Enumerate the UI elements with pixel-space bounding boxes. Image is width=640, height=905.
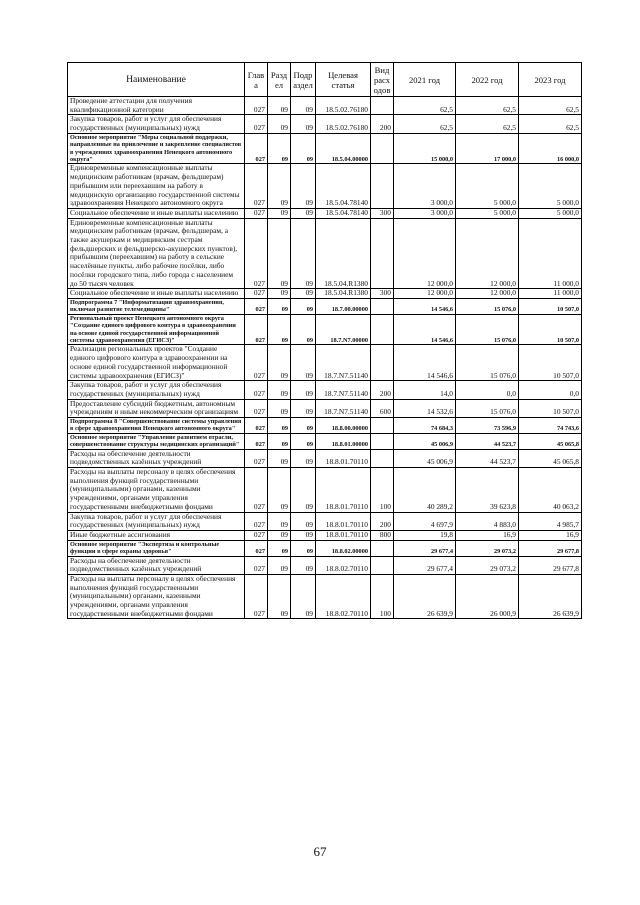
row-glava: 027	[245, 164, 268, 209]
row-expense-type: 100	[371, 574, 394, 619]
row-expense-type: 200	[371, 512, 394, 530]
row-glava: 027	[245, 381, 268, 399]
row-2021: 45 006,9	[394, 433, 456, 449]
row-glava: 027	[245, 218, 268, 289]
row-razdel: 09	[268, 314, 291, 345]
row-target: 18.8.01.70110	[316, 468, 371, 513]
row-2021: 74 684,3	[394, 418, 456, 434]
row-2021: 62,5	[394, 115, 456, 133]
table-row	[68, 418, 582, 434]
table-row	[68, 208, 582, 218]
col-header-expense-type: Вид расх одов	[371, 63, 394, 97]
row-podrazdel: 09	[291, 381, 316, 399]
row-glava: 027	[245, 399, 268, 417]
row-podrazdel: 09	[291, 449, 316, 467]
row-name: Расходы на выплаты персоналу в целях обеспечения выполнения функций государственными (муниципальными) органами, казенными учреждениями, органами управления государственными внебюджетными фондами	[68, 574, 245, 619]
row-2023: 74 743,6	[519, 418, 582, 434]
row-razdel: 09	[268, 97, 291, 115]
row-glava: 027	[245, 208, 268, 218]
row-glava: 027	[245, 556, 268, 574]
row-expense-type	[371, 540, 394, 556]
row-podrazdel: 09	[291, 115, 316, 133]
col-header-glava: Глав а	[245, 63, 268, 97]
col-header-2022: 2022 год	[456, 63, 519, 97]
row-razdel: 09	[268, 574, 291, 619]
row-target: 18.8.01.70110	[316, 449, 371, 467]
row-name: Расходы на обеспечение деятельности подведомственных казённых учреждений	[68, 449, 245, 467]
row-target: 18.7.00.00000	[316, 298, 371, 314]
table-row	[68, 289, 582, 299]
row-razdel: 09	[268, 298, 291, 314]
row-expense-type	[371, 298, 394, 314]
row-2022: 62,5	[456, 97, 519, 115]
row-target: 18.7.N7.51140	[316, 399, 371, 417]
table-row	[68, 468, 582, 513]
table-row	[68, 399, 582, 417]
row-target: 18.5.02.76180	[316, 97, 371, 115]
row-2023: 16 000,0	[519, 133, 582, 164]
row-2021: 19,8	[394, 531, 456, 541]
row-podrazdel: 09	[291, 133, 316, 164]
table-header-row	[68, 63, 582, 97]
row-razdel: 09	[268, 531, 291, 541]
row-podrazdel: 09	[291, 540, 316, 556]
col-header-2021: 2021 год	[394, 63, 456, 97]
row-name: Основное мероприятие "Меры социальной поддержки, направленные на привлечение и закрепление специалистов в учреждениях здравоохранения Ненецкого автономного округа"	[68, 133, 245, 164]
row-expense-type: 300	[371, 289, 394, 299]
row-2022: 0,0	[456, 381, 519, 399]
row-podrazdel: 09	[291, 468, 316, 513]
row-name: Региональный проект Ненецкого автономного округа "Создание единого цифрового контура в здравоохранении на основе единой государственной информационной системы здравоохранения (ЕГИСЗ)"	[68, 314, 245, 345]
row-target: 18.8.02.00000	[316, 540, 371, 556]
row-razdel: 09	[268, 289, 291, 299]
row-podrazdel: 09	[291, 208, 316, 218]
row-2021: 14 546,6	[394, 345, 456, 381]
row-glava: 027	[245, 433, 268, 449]
row-name: Закупка товаров, работ и услуг для обеспечения государственных (муниципальных) нужд	[68, 512, 245, 530]
row-name: Расходы на обеспечение деятельности подведомственных казённых учреждений	[68, 556, 245, 574]
row-2023: 62,5	[519, 115, 582, 133]
row-name: Социальное обеспечение и иные выплаты населению	[68, 208, 245, 218]
row-glava: 027	[245, 345, 268, 381]
row-glava: 027	[245, 512, 268, 530]
row-2021: 14,0	[394, 381, 456, 399]
page-number: 67	[313, 844, 327, 859]
row-2022: 4 883,0	[456, 512, 519, 530]
row-2022: 16,9	[456, 531, 519, 541]
row-name: Закупка товаров, работ и услуг для обеспечения государственных (муниципальных) нужд	[68, 115, 245, 133]
row-target: 18.5.02.76180	[316, 115, 371, 133]
row-name: Подпрограмма 7 "Информатизация здравоохранения, включая развитие телемедицины"	[68, 298, 245, 314]
row-2022: 39 623,8	[456, 468, 519, 513]
row-podrazdel: 09	[291, 574, 316, 619]
row-name: Реализация региональных проектов "Создание единого цифрового контура в здравоохранении на основе единой государственной информационной системы здравоохранения (ЕГИСЗ)"	[68, 345, 245, 381]
row-podrazdel: 09	[291, 512, 316, 530]
row-2021: 29 677,4	[394, 540, 456, 556]
row-name: Иные бюджетные ассигнования	[68, 531, 245, 541]
row-2021: 12 000,0	[394, 218, 456, 289]
col-header-razdel: Разд ел	[268, 63, 291, 97]
row-2023: 45 065,8	[519, 449, 582, 467]
row-expense-type	[371, 418, 394, 434]
row-2023: 40 063,2	[519, 468, 582, 513]
row-target: 18.8.01.70110	[316, 512, 371, 530]
row-name: Социальное обеспечение и иные выплаты населению	[68, 289, 245, 299]
row-2021: 3 000,0	[394, 164, 456, 209]
row-expense-type: 600	[371, 399, 394, 417]
table-row	[68, 574, 582, 619]
row-glava: 027	[245, 115, 268, 133]
row-razdel: 09	[268, 556, 291, 574]
row-2023: 10 507,0	[519, 345, 582, 381]
table-row	[68, 133, 582, 164]
row-expense-type: 300	[371, 208, 394, 218]
row-2022: 44 523,7	[456, 433, 519, 449]
row-2021: 3 000,0	[394, 208, 456, 218]
row-2023: 10 507,0	[519, 298, 582, 314]
row-name: Основное мероприятие "Экспертиза и контрольные функции в сфере охраны здоровья"	[68, 540, 245, 556]
table-row	[68, 433, 582, 449]
row-2021: 62,5	[394, 97, 456, 115]
row-podrazdel: 09	[291, 298, 316, 314]
row-target: 18.8.02.70110	[316, 556, 371, 574]
row-expense-type	[371, 556, 394, 574]
row-name: Единовременные компенсационные выплаты медицинским работникам (врачам, фельдшерам) прибывшим или переехавшим на работу в медицинскую организацию государственной системы здравоохранения Ненецкого автономного округа	[68, 164, 245, 209]
row-2022: 12 000,0	[456, 218, 519, 289]
row-name: Предоставление субсидий бюджетным, автономным учреждениям и иным некоммерческим организациям	[68, 399, 245, 417]
row-razdel: 09	[268, 115, 291, 133]
row-podrazdel: 09	[291, 164, 316, 209]
table-row	[68, 381, 582, 399]
row-2023: 5 000,0	[519, 164, 582, 209]
table-row	[68, 531, 582, 541]
row-2023: 29 677,8	[519, 540, 582, 556]
col-header-target: Целевая статья	[316, 63, 371, 97]
row-2022: 15 076,0	[456, 399, 519, 417]
table-row	[68, 97, 582, 115]
budget-table	[67, 62, 582, 619]
row-razdel: 09	[268, 468, 291, 513]
table-row	[68, 115, 582, 133]
row-2023: 10 507,0	[519, 314, 582, 345]
row-expense-type	[371, 133, 394, 164]
row-expense-type: 200	[371, 381, 394, 399]
col-header-podrazdel: Подр аздел	[291, 63, 316, 97]
row-name: Закупка товаров, работ и услуг для обеспечения государственных (муниципальных) нужд	[68, 381, 245, 399]
row-2023: 62,5	[519, 97, 582, 115]
row-glava: 027	[245, 289, 268, 299]
table-row	[68, 512, 582, 530]
row-podrazdel: 09	[291, 418, 316, 434]
row-2021: 14 532,6	[394, 399, 456, 417]
row-glava: 027	[245, 133, 268, 164]
row-2021: 14 546,6	[394, 314, 456, 345]
row-2022: 5 000,0	[456, 164, 519, 209]
row-razdel: 09	[268, 449, 291, 467]
row-razdel: 09	[268, 433, 291, 449]
row-target: 18.7.N7.51140	[316, 345, 371, 381]
row-2022: 5 000,0	[456, 208, 519, 218]
row-2021: 14 546,6	[394, 298, 456, 314]
row-2022: 15 076,0	[456, 314, 519, 345]
row-podrazdel: 09	[291, 218, 316, 289]
row-2022: 15 076,0	[456, 298, 519, 314]
row-target: 18.5.04.R1380	[316, 289, 371, 299]
row-2022: 29 073,2	[456, 540, 519, 556]
row-name: Расходы на выплаты персоналу в целях обеспечения выполнения функций государственными (муниципальными) органами, казенными учреждениями, органами управления государственными внебюджетными фондами	[68, 468, 245, 513]
row-razdel: 09	[268, 208, 291, 218]
row-expense-type	[371, 218, 394, 289]
row-razdel: 09	[268, 218, 291, 289]
row-glava: 027	[245, 449, 268, 467]
row-2023: 11 000,0	[519, 289, 582, 299]
row-podrazdel: 09	[291, 531, 316, 541]
table-row	[68, 556, 582, 574]
row-podrazdel: 09	[291, 556, 316, 574]
row-expense-type	[371, 164, 394, 209]
row-podrazdel: 09	[291, 289, 316, 299]
row-glava: 027	[245, 97, 268, 115]
row-name: Основное мероприятие "Управление развитием отрасли, совершенствование структуры медицинских организаций"	[68, 433, 245, 449]
row-expense-type: 100	[371, 468, 394, 513]
row-razdel: 09	[268, 133, 291, 164]
row-2021: 12 000,0	[394, 289, 456, 299]
row-2023: 16,9	[519, 531, 582, 541]
row-expense-type	[371, 97, 394, 115]
row-glava: 027	[245, 314, 268, 345]
row-expense-type: 800	[371, 531, 394, 541]
row-2023: 4 985,7	[519, 512, 582, 530]
row-2023: 45 065,8	[519, 433, 582, 449]
row-podrazdel: 09	[291, 399, 316, 417]
row-2021: 4 697,9	[394, 512, 456, 530]
row-2022: 15 076,0	[456, 345, 519, 381]
row-target: 18.7.N7.00000	[316, 314, 371, 345]
row-target: 18.5.04.78140	[316, 164, 371, 209]
row-expense-type	[371, 449, 394, 467]
row-2023: 10 507,0	[519, 399, 582, 417]
row-2021: 15 000,0	[394, 133, 456, 164]
row-2022: 62,5	[456, 115, 519, 133]
row-2021: 45 006,9	[394, 449, 456, 467]
row-podrazdel: 09	[291, 345, 316, 381]
row-target: 18.8.02.70110	[316, 574, 371, 619]
table-row	[68, 314, 582, 345]
row-glava: 027	[245, 468, 268, 513]
row-target: 18.5.04.R1380	[316, 218, 371, 289]
row-razdel: 09	[268, 512, 291, 530]
row-target: 18.7.N7.51140	[316, 381, 371, 399]
table-row	[68, 164, 582, 209]
col-header-name: Наименование	[68, 63, 245, 97]
row-2023: 11 000,0	[519, 218, 582, 289]
row-2023: 26 639,9	[519, 574, 582, 619]
table-row	[68, 345, 582, 381]
row-name: Единовременные компенсационные выплаты медицинским работникам (врачам, фельдшерам, а также акушеркам и медицинским сестрам фельдшерских и фельдшерско-акушерских пунктов), прибывшим (переехавшим) на работу в сельские населённые пункты, либо рабочие посёлки, либо посёлки городского типа, либо города с населением до 50 тысяч человек	[68, 218, 245, 289]
row-glava: 027	[245, 531, 268, 541]
row-2021: 29 677,4	[394, 556, 456, 574]
row-expense-type: 200	[371, 115, 394, 133]
row-target: 18.8.01.70110	[316, 531, 371, 541]
row-name: Подпрограмма 8 "Совершенствование системы управления в сфере здравоохранения Ненецкого автономного округа"	[68, 418, 245, 434]
row-2021: 40 289,2	[394, 468, 456, 513]
row-target: 18.8.00.00000	[316, 418, 371, 434]
row-expense-type	[371, 314, 394, 345]
row-target: 18.8.01.00000	[316, 433, 371, 449]
row-glava: 027	[245, 574, 268, 619]
row-expense-type	[371, 345, 394, 381]
row-2022: 12 000,0	[456, 289, 519, 299]
row-podrazdel: 09	[291, 433, 316, 449]
row-2022: 17 000,0	[456, 133, 519, 164]
row-2023: 5 000,0	[519, 208, 582, 218]
row-razdel: 09	[268, 345, 291, 381]
row-target: 18.5.04.78140	[316, 208, 371, 218]
row-2023: 0,0	[519, 381, 582, 399]
row-podrazdel: 09	[291, 97, 316, 115]
table-row	[68, 218, 582, 289]
row-podrazdel: 09	[291, 314, 316, 345]
row-2022: 29 073,2	[456, 556, 519, 574]
row-razdel: 09	[268, 418, 291, 434]
row-2021: 26 639,9	[394, 574, 456, 619]
row-2022: 73 596,9	[456, 418, 519, 434]
table-row	[68, 298, 582, 314]
row-razdel: 09	[268, 399, 291, 417]
row-razdel: 09	[268, 164, 291, 209]
row-razdel: 09	[268, 540, 291, 556]
row-glava: 027	[245, 540, 268, 556]
row-2023: 29 677,8	[519, 556, 582, 574]
table-row	[68, 449, 582, 467]
row-expense-type	[371, 433, 394, 449]
table-row	[68, 540, 582, 556]
row-razdel: 09	[268, 381, 291, 399]
row-target: 18.5.04.00000	[316, 133, 371, 164]
col-header-2023: 2023 год	[519, 63, 582, 97]
row-glava: 027	[245, 418, 268, 434]
row-glava: 027	[245, 298, 268, 314]
row-2022: 44 523,7	[456, 449, 519, 467]
row-name: Проведение аттестации для получения квалификационной категории	[68, 97, 245, 115]
row-2022: 26 000,9	[456, 574, 519, 619]
